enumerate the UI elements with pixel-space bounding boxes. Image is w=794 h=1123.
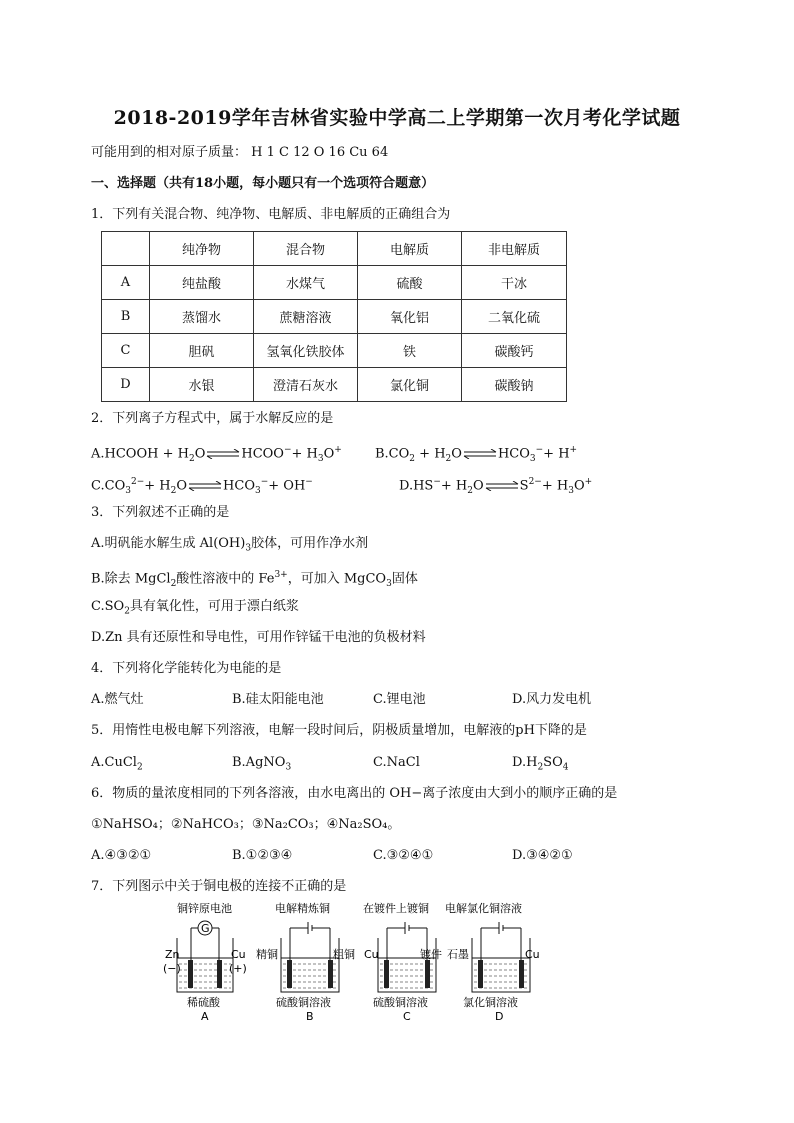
diagram-a-letter: A	[201, 1010, 209, 1022]
cu-electrode	[519, 960, 524, 988]
diagram-d-top-label: 电解氯化铜溶液	[445, 902, 522, 915]
table-cell: 铁	[358, 334, 462, 368]
equilibrium-arrow-icon	[206, 449, 240, 459]
zn-electrode	[188, 960, 193, 988]
q6-option-d: D.③④②①	[512, 848, 573, 863]
q5-stem: 5．用惰性电极电解下列溶液，电解一段时间后，阴极质量增加，电解液的pH下降的是	[91, 723, 587, 738]
table-header-row	[102, 232, 567, 266]
graphite-electrode	[478, 960, 483, 988]
q4-option-c: C.锂电池	[373, 692, 426, 707]
diagram-d-bottom-label: 氯化铜溶液	[463, 996, 518, 1009]
q5-option-d: $D.H_2SO_4$	[512, 755, 569, 773]
table-cell: 蔗糖溶液	[254, 300, 358, 334]
table-cell: 干冰	[462, 266, 567, 300]
q5-option-b: B.AgNO$_3$	[232, 755, 292, 773]
diagram-a-right-sign: (+)	[229, 962, 247, 975]
table-header-cell: 混合物	[254, 232, 358, 266]
plated-part-electrode	[425, 960, 430, 988]
diagram-b-left-label: 精铜	[256, 948, 278, 961]
q1-table	[101, 231, 567, 402]
table-row	[102, 334, 567, 368]
diagram-b-right-label: 粗铜	[333, 948, 355, 961]
q3-option-a: A.明矾能水解生成 $Al(OH)_3$胶体，可用作净水剂	[91, 536, 369, 554]
diagram-a-bottom-label: 稀硫酸	[187, 996, 220, 1009]
q5-option-a: A.CuCl$_2$	[91, 755, 143, 773]
q1-stem: 1．下列有关混合物、纯净物、电解质、非电解质的正确组合为	[91, 207, 451, 222]
q7-stem: 7．下列图示中关于铜电极的连接不正确的是	[91, 879, 347, 894]
q2-stem: 2．下列离子方程式中，属于水解反应的是	[91, 411, 334, 426]
table-row	[102, 300, 567, 334]
q3-option-b: B.除去 MgCl$_2$酸性溶液中的 $Fe^{3+}$，可加入 MgCO$_3$固体	[91, 570, 418, 589]
cu-electrode	[217, 960, 222, 988]
q6-option-c: C.③②④①	[373, 848, 434, 863]
q4-option-a: A.燃气灶	[91, 692, 144, 707]
table-cell: 氢氧化铁胶体	[254, 334, 358, 368]
cu-electrode	[384, 960, 389, 988]
beaker-a	[177, 938, 233, 992]
diagram-d	[445, 902, 540, 1022]
diagram-c-bottom-label: 硫酸铜溶液	[373, 996, 428, 1009]
diagram-c-top-label: 在镀件上镀铜	[363, 902, 429, 915]
equilibrium-arrow-icon	[485, 481, 519, 491]
diagram-b-letter: B	[306, 1010, 314, 1022]
q2-option-b: $B.CO_2 + H_2O$ $HCO_3^-+ H^+$	[375, 445, 578, 464]
diagram-c-right-label: 镀件	[420, 948, 442, 961]
q4-option-d: D.风力发电机	[512, 692, 592, 707]
table-cell: 碳酸钠	[462, 368, 567, 402]
diagram-b-bottom-label: 硫酸铜溶液	[276, 996, 331, 1009]
diagram-a-right-label: Cu	[231, 948, 246, 961]
table-header-cell	[102, 232, 150, 266]
diagram-b-top-label: 电解精炼铜	[275, 902, 330, 915]
table-header-cell: 非电解质	[462, 232, 567, 266]
table-cell: 硫酸	[358, 266, 462, 300]
table-cell: 蒸馏水	[150, 300, 254, 334]
q3-stem: 3．下列叙述不正确的是	[91, 505, 230, 520]
pure-copper-electrode	[287, 960, 292, 988]
diagram-d-right-label: Cu	[525, 948, 540, 961]
section-heading: 一、选择题（共有18小题，每小题只有一个选项符合题意）	[91, 176, 435, 191]
table-cell: 澄清石灰水	[254, 368, 358, 402]
q6-items: ①NaHSO₄；②NaHCO₃；③Na₂CO₃；④Na₂SO₄。	[91, 817, 401, 832]
diagram-b	[256, 902, 355, 1022]
table-cell: 碳酸钙	[462, 334, 567, 368]
diagram-d-left-label: 石墨	[447, 948, 469, 961]
table-cell: C	[102, 334, 150, 368]
diagram-c-letter: C	[403, 1010, 411, 1022]
q2-option-a: A.HCOOH + $H_2O$ HCOO−+ $H_3O^+$	[91, 445, 342, 464]
q2-option-c: $C.CO_3^{2-}+ H_2O$ $HCO_3^-+ OH^-$	[91, 477, 313, 496]
q5-option-c: C.NaCl	[373, 755, 420, 770]
diagram-a	[163, 902, 247, 1022]
table-cell: 氧化铝	[358, 300, 462, 334]
atomic-masses: 可能用到的相对原子质量： H 1 C 12 O 16 Cu 64	[91, 145, 389, 160]
equilibrium-arrow-icon	[188, 481, 222, 491]
diagram-a-left-label: Zn	[165, 948, 180, 961]
diagram-c	[363, 902, 442, 1022]
q3-option-d: D.Zn 具有还原性和导电性，可用作锌锰干电池的负极材料	[91, 630, 426, 645]
crude-copper-electrode	[328, 960, 333, 988]
page-title: 2018-2019学年吉林省实验中学高二上学期第一次月考化学试题	[113, 107, 681, 129]
table-header-cell: 纯净物	[150, 232, 254, 266]
q6-option-b: B.①②③④	[232, 848, 293, 863]
galvanometer-label: G	[201, 922, 210, 935]
table-header-cell: 电解质	[358, 232, 462, 266]
table-cell: 胆矾	[150, 334, 254, 368]
table-cell: A	[102, 266, 150, 300]
q6-option-a: A.④③②①	[91, 848, 152, 863]
q6-stem: 6．物质的量浓度相同的下列各溶液，由水电离出的 OH−离子浓度由大到小的顺序正确的是	[91, 786, 618, 801]
q3-option-c: $C.SO_2$具有氧化性，可用于漂白纸浆	[91, 599, 299, 617]
table-cell: B	[102, 300, 150, 334]
equilibrium-arrow-icon	[463, 449, 497, 459]
diagram-d-letter: D	[495, 1010, 504, 1022]
table-cell: 纯盐酸	[150, 266, 254, 300]
diagram-c-left-label: Cu	[364, 948, 379, 961]
diagram-a-left-sign: (−)	[163, 962, 181, 975]
electrochemistry-diagrams	[163, 902, 543, 1022]
table-cell: 水煤气	[254, 266, 358, 300]
q2-option-d: $D.HS^-+ H_2O$ $S^{2-}+ H_3O^+$	[399, 477, 593, 496]
table-row	[102, 266, 567, 300]
table-cell: 水银	[150, 368, 254, 402]
table-row	[102, 368, 567, 402]
table-cell: D	[102, 368, 150, 402]
diagram-a-top-label: 铜锌原电池	[177, 902, 232, 915]
table-cell: 二氧化硫	[462, 300, 567, 334]
q4-option-b: B.硅太阳能电池	[232, 692, 324, 707]
q4-stem: 4．下列将化学能转化为电能的是	[91, 661, 282, 676]
table-cell: 氯化铜	[358, 368, 462, 402]
